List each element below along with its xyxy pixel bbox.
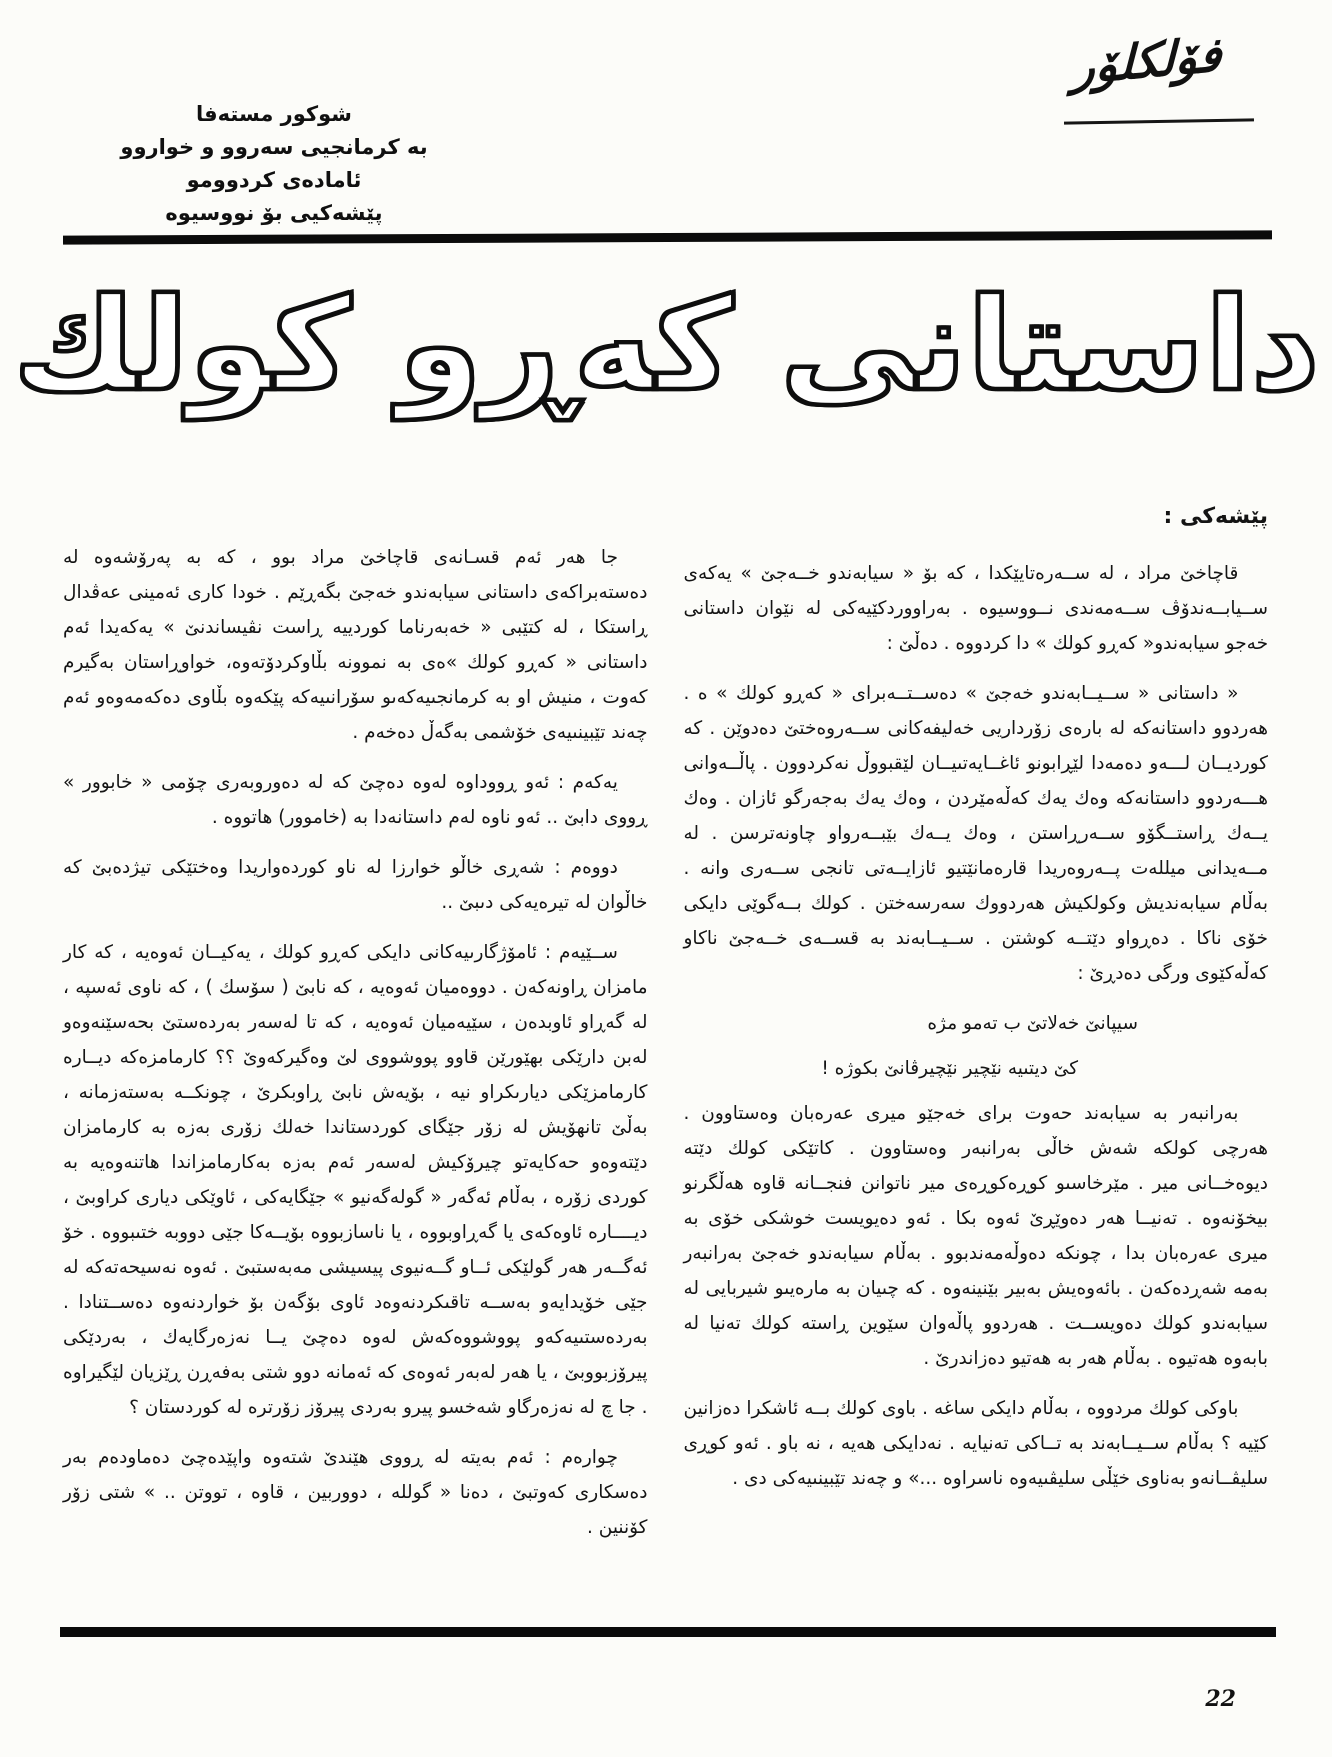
paragraph: ســێيەم : ئامۆژگارىيەكانى دايكى كەڕو كولك ، يەكيــان ئەوەيه ، كه كار مامزان ڕاونەكەن . دووەميان ئەوەيه ، كه نابێ ( سۆسك ) ، كه ناوى ئەسپه ، له گەڕاو ئاوبدەن ، سێيەميان ئەوەيه ، كه تا لەسەر بەردەستێ بحەسێنەوەو لەبن دارێكى بهێورێن قاوو پووشووى لێ وەگيركەوێ ؟؟ كارمامزەكه ديــاره كارمامزێكى ديارىكراو نيه ، بۆيەش نابێ ڕاوبكرێ ، چونكــه بەستەزمانه ، بەڵێ تانهۆيش له زۆر جێگاى كوردستاندا خەلك زۆرى بەزه به كارمامزان دێتەوەو حەكايەتو چيرۆكيش لەسەر ئەم بەزه بەكارمامزاندا هاتنەوەيه به كوردى زۆره ، بەڵام ئەگەر « گولەگەنيو » جێگايەكى ، ئاوێكى ديارى كراوبێ ، ديــــاره ئاوەكەى يا گەڕاوبووه ، يا ناسازبووه بۆيــەكا جێى دووبه ختىبووه . خۆ ئەگــەر هەر گولێكى ئــاو گــەنيوى پيسيشى مەبەستبێ . ئەوه نەسيحەتەكه له جێى خۆيدايەو بەســه تاقىكردنەوەد ئاوى بۆگەن بۆ خواردنەوه دەســتنادا . بەردەستىيەكەو پووشووەكەش لەوه دەچێ يــا نەزەرگايەك ، بەردێكى پيرۆزبووبێ ، يا هەر لەبەر ئەوەى كه ئەمانه دوو شتى بەفەڕن ڕێزيان لێگيراوه . جا چ له نەزەرگاو شەخسو پيرو بەردى پيرۆز زۆرتره له كوردستان ؟	[63, 942, 648, 1418]
paragraph: چوارەم : ئەم بەيته له ڕووى هێندێ شتەوه واپێدەچێ دەماودەم بەر دەسكارى كەوتبێ ، دەنا « گولله ، دووربين ، قاوه ، تووتن .. » شتى زۆر كۆننين .	[63, 1447, 648, 1538]
verse-line: سيپانێ خەلاتێ ب تەمو مژه	[927, 1013, 1138, 1034]
preface-heading: پێشەكى :	[1163, 504, 1268, 529]
page-number: 22	[1205, 1686, 1236, 1712]
column-right	[684, 500, 1269, 1511]
bottom-divider-rule	[60, 1627, 1276, 1637]
verse-line: كێ ديتىيه نێچير نێچيرڤانێ بكوژه !	[821, 1058, 1078, 1079]
top-divider-rule	[63, 230, 1272, 244]
credit-line-dialects: به كرمانجيى سەروو و خواروو	[120, 135, 428, 159]
paragraph: بەرانبەر به سيابەند حەوت براى خەجێو ميرى عەرەبان وەستاوون . هەرچى كولكه شەش خاڵى بەرانبەر وەستاوون . كاتێكى كولك دێته ديوەخــانى مير . مێرخاسىو كوڕەكوڕەى مير ناتوانن فنجــانه قاوه هەڵگرنو بيخۆنەوه . تەنيــا هەر دەوێڕێ ئەوه بكا . ئەو دەيويست خوشكى خۆى به ميرى عەرەبان بدا ، چونكه دەوڵەمەندبوو . بەڵام سيابەندو خەجێ بەرانبەر بەمه شەڕدەكەن . بائەوەيش بەبير بێنينەوه . كه چىيان به مارەيىو شيربايى له سيابەندو كولك دەويســت . هەردوو پاڵەوان سێوين ڕاسته كولك تەنيا له بابەوه هەتيوه . بەڵام هەر به هەتيو دەزاندرێ .	[683, 1103, 1268, 1369]
masthead	[1032, 27, 1262, 96]
paragraph: يەكەم : ئەو ڕووداوه لەوه دەچێ كه له دەوروبەرى چۆمى « خابوور » ڕووى دابێ .. ئەو ناوه لەم داستانەدا به (خاموور) هاتووه .	[63, 772, 648, 828]
article-title-text: داستانى كەڕو كولك	[12, 271, 1320, 420]
paragraph: قاچاخێ مراد ، له ســەرەتايێكدا ، كه بۆ « سيابەندو خــەجێ » يەكەى ســيابــەندۆڤ ســەمەندى نــووسيوه . بەراووردكێيەكى له نێوان داستانى خەجو سيابەندو« كەڕو كولك » دا كردووه . دەڵێ :	[683, 563, 1268, 654]
paragraph: دووەم : شەڕى خاڵو خوارزا له ناو كوردەواريدا وەختێكى تيژدەبێ كه خاڵوان له تيرەيەكى دىبێ ..	[63, 857, 648, 913]
credit-line-author: شوكور مستەفا	[196, 102, 352, 126]
paragraph: باوكى كولك مردووه ، بەڵام دايكى ساغه . باوى كولك بــه ئاشكرا دەزانين كێيه ؟ بەڵام ســيــابەند به تــاكى تەنيايه . نەدايكى هەيه ، نه باو . ئەو كوڕى سليڤــانەو بەناوى خێڵى سليڤىيەوه ناسراوه ...» و چەند تێبينىيەكى دى .	[683, 1398, 1268, 1489]
paragraph: جا هەر ئەم قسـانەى قاچاخێ مراد بوو ، كه به پەرۆشەوه له دەستەبراكەى داستانى سيابەندو خەجێ بگەڕێم . خودا كارى ئەمينى عەڤدال ڕاستكا ، له كتێبى « خەبەرناما كوردييه ڕاست نڤيساندنێ » يەكەيدا ئەم داستانى « كەڕو كولك »ەى به نموونه بڵاوكردۆتەوه، خواوڕاستان بەگيرم كەوت ، منيش او به كرمانجىيەكەىو سۆرانىيەكه پێكەوه بڵاوى دەكەمەوەو ئەم چەند تێبينىيەى خۆشمى بەگەڵ دەخەم .	[63, 547, 648, 743]
column-left	[63, 500, 648, 1560]
paragraph: « داستانى « ســيــابەندو خەجێ » دەســتــەبراى « كەڕو كولك » ه . هەردوو داستانەكه له بارەى زۆرداريى خەليفەكانى ســەروەختێ دەدوێن . كه كورديــان لـــەو دەمەدا لێڕابونو ئاغــايەتىيــان لێقبووڵ نەكردوون . پاڵــەوانى هـــەردوو داستانەكه وەك يەك كەڵەمێردن ، وەك يەك بەجەرگو ئازان . وەك يــەك ڕاستــگۆو ســەرڕاستن ، وەك يــەك بێبــەرواو چاونەترسن . له مــەيدانى ميللەت پــەروەريدا قارەمانێتيو ئازايــەتى تانجى ســەرى وانه . بەڵام سيابەنديش وكولكيش هەردووك سەرسەختن . كولك بــەگوێى دايكى خۆى ناكا . دەڕواو دێتــه كوشتن . ســيــابەند به قســەى خــەجێ ناكاو كەڵەكێوى ورگى دەدڕێ :	[683, 683, 1268, 984]
folklore-handwritten-label: فۆلكلۆر	[1072, 27, 1222, 96]
article-body	[63, 500, 1268, 1617]
credit-line-preface: پێشەكيى بۆ نووسيوه	[165, 201, 383, 225]
credit-line-prepared: ئامادەى كردوومو	[186, 168, 362, 192]
credits-block	[84, 98, 464, 230]
signature-underline	[1064, 118, 1254, 124]
article-title	[0, 258, 1332, 418]
